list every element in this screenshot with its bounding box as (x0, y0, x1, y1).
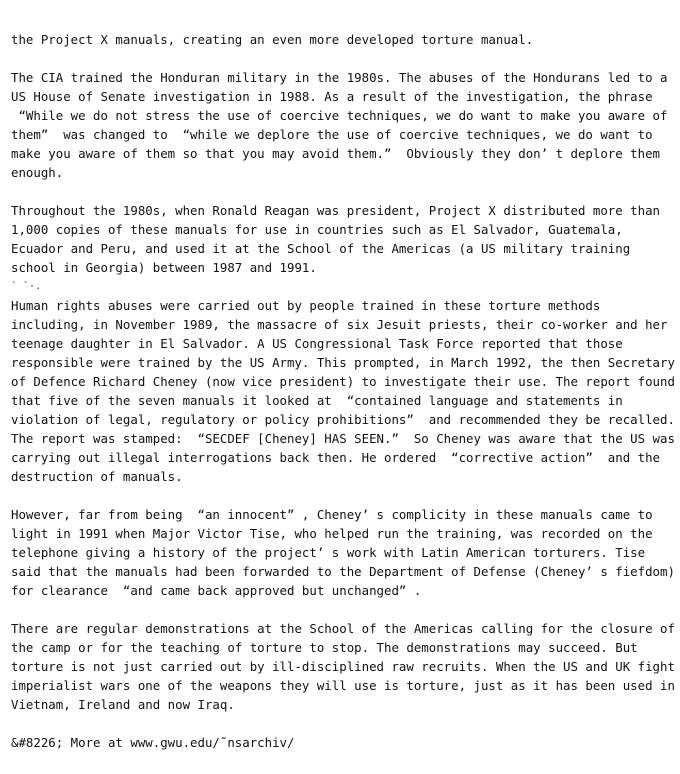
text-line: carrying out illegal interrogations back then. He ordered “corrective action” and the (11, 450, 661, 465)
text-line: including, in November 1989, the massacre of six Jesuit priests, their co-worker and her (11, 317, 668, 332)
paragraph-gap (11, 182, 676, 201)
paragraph-4 (11, 296, 676, 486)
scan-artifact: ` `·. (11, 281, 42, 292)
text-line: The report was stamped: “SECDEF [Cheney] HAS SEEN.” So Cheney was aware that the US was (11, 431, 675, 446)
text-line: said that the manuals had been forwarded to the Department of Defense (Cheney’ s fiefdom) (11, 564, 675, 579)
text-line: school in Georgia) between 1987 and 1991. (11, 260, 317, 275)
document-body (11, 30, 676, 752)
paragraph-gap (11, 486, 676, 505)
paragraph-3 (11, 201, 676, 277)
text-line: Ecuador and Peru, and used it at the School of the Americas (a US military training (11, 241, 631, 256)
text-line: make you aware of them so that you may avoid them.” Obviously they don’ t deplore them (11, 146, 661, 161)
text-line: There are regular demonstrations at the School of the Americas calling for the closure of (11, 621, 675, 636)
text-line: US House of Senate investigation in 1988. As a result of the investigation, the phrase (11, 89, 653, 104)
text-line: However, far from being “an innocent” , Cheney’ s complicity in these manuals came to (11, 507, 653, 522)
paragraph-gap (11, 714, 676, 733)
text-line: the camp or for the teaching of torture to stop. The demonstrations may succeed. But (11, 640, 638, 655)
text-line: torture is not just carried out by ill-disciplined raw recruits. When the US and UK fight (11, 659, 675, 674)
text-line: the Project X manuals, creating an even more developed torture manual. (11, 32, 534, 47)
text-line: enough. (11, 165, 64, 180)
paragraph-5 (11, 505, 676, 600)
text-line: them” was changed to “while we deplore the use of coercive techniques, we do want to (11, 127, 653, 142)
text-line: “While we do not stress the use of coercive techniques, we do want to make you aware of (11, 108, 668, 123)
text-line: The CIA trained the Honduran military in the 1980s. The abuses of the Hondurans led to a (11, 70, 668, 85)
text-line: Vietnam, Ireland and now Iraq. (11, 697, 235, 712)
text-line: 1,000 copies of these manuals for use in countries such as El Salvador, Guatemala, (11, 222, 623, 237)
text-line: responsible were trained by the US Army. This prompted, in March 1992, the then Secretary (11, 355, 675, 370)
text-line: violation of legal, regulatory or policy prohibitions” and recommended they be recalled. (11, 412, 675, 427)
text-line: Human rights abuses were carried out by people trained in these torture methods (11, 298, 601, 313)
text-line: telephone giving a history of the project’ s work with Latin American torturers. Tise (11, 545, 646, 560)
footer-note (11, 733, 676, 752)
paragraph-6 (11, 619, 676, 714)
text-line: destruction of manuals. (11, 469, 183, 484)
paragraph-gap (11, 49, 676, 68)
text-line: Throughout the 1980s, when Ronald Reagan was president, Project X distributed more than (11, 203, 661, 218)
paragraph-2 (11, 68, 676, 182)
text-line: light in 1991 when Major Victor Tise, who helped run the training, was recorded on the (11, 526, 653, 541)
text-line: imperialist wars one of the weapons they will use is torture, just as it has been used in (11, 678, 675, 693)
paragraph-1 (11, 30, 676, 49)
text-line: of Defence Richard Cheney (now vice president) to investigate their use. The report found (11, 374, 675, 389)
text-line: for clearance “and came back approved but unchanged” . (11, 583, 422, 598)
source-link-text: &#8226; More at www.gwu.edu/˜nsarchiv/ (11, 735, 295, 750)
text-line: that five of the seven manuals it looked at “contained language and statements in (11, 393, 623, 408)
text-line: teenage daughter in El Salvador. A US Congressional Task Force reported that those (11, 336, 623, 351)
paragraph-gap (11, 600, 676, 619)
